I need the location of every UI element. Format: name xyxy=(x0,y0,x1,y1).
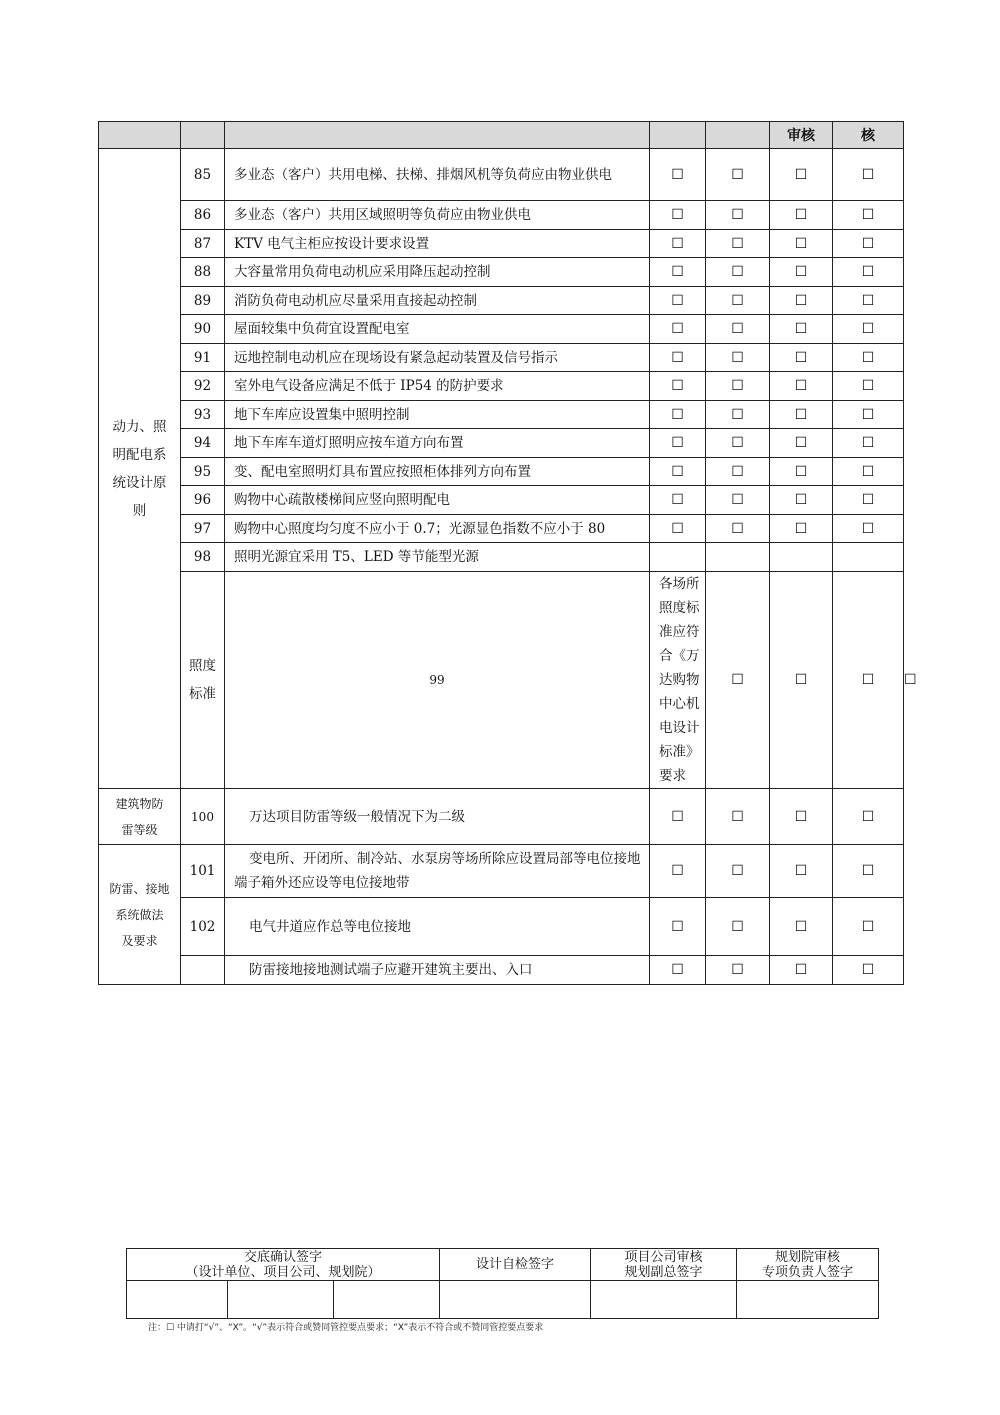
checkbox[interactable]: ☐ xyxy=(706,956,770,985)
signature-field[interactable] xyxy=(334,1281,440,1319)
row-text: KTV 电气主柜应按设计要求设置 xyxy=(225,230,650,258)
row-text: 变、配电室照明灯具布置应按照柜体排列方向布置 xyxy=(225,458,650,486)
checkbox[interactable]: ☐ xyxy=(770,201,833,230)
header-row xyxy=(99,122,904,149)
row-text: 电气井道应作总等电位接地 xyxy=(225,898,650,956)
empty-cell xyxy=(833,543,904,572)
checkbox[interactable]: ☐ xyxy=(706,401,770,429)
table-row xyxy=(99,149,904,201)
checkbox[interactable]: ☐ xyxy=(650,372,706,401)
checkbox[interactable]: ☐ xyxy=(833,956,904,985)
row-number: 86 xyxy=(181,201,225,230)
row-number: 87 xyxy=(181,230,225,258)
table-row xyxy=(99,258,904,287)
row-text: 万达项目防雷等级一般情况下为二级 xyxy=(225,789,650,845)
checkbox[interactable]: ☐ xyxy=(833,486,904,515)
category-illuminance: 照度标准 xyxy=(181,572,225,789)
table-row xyxy=(99,230,904,258)
row-number: 96 xyxy=(181,486,225,515)
checkbox[interactable]: ☐ xyxy=(833,401,904,429)
checkbox[interactable]: ☐ xyxy=(770,149,833,201)
header-review2: 核 xyxy=(833,122,904,149)
row-text: 地下车库应设置集中照明控制 xyxy=(225,401,650,429)
row-text: 防雷接地接地测试端子应避开建筑主要出、入口 xyxy=(225,956,650,985)
table-row xyxy=(99,429,904,458)
empty-cell xyxy=(770,543,833,572)
checkbox[interactable]: ☐ xyxy=(770,429,833,458)
checkbox[interactable]: ☐ xyxy=(706,458,770,486)
checklist-table xyxy=(98,121,917,985)
checkbox[interactable]: ☐ xyxy=(650,956,706,985)
checkbox[interactable]: ☐ xyxy=(833,458,904,486)
table-row xyxy=(99,515,904,543)
row-text: 购物中心疏散楼梯间应竖向照明配电 xyxy=(225,486,650,515)
checkbox[interactable]: ☐ xyxy=(833,898,904,956)
table-row xyxy=(99,372,904,401)
row-number: 91 xyxy=(181,344,225,372)
header-cell xyxy=(99,122,181,149)
checkbox[interactable]: ☐ xyxy=(770,258,833,287)
checkbox[interactable]: ☐ xyxy=(706,287,770,315)
checkbox[interactable]: ☐ xyxy=(650,258,706,287)
checkbox[interactable]: ☐ xyxy=(650,149,706,201)
checkbox[interactable]: ☐ xyxy=(770,315,833,344)
checkbox[interactable]: ☐ xyxy=(706,572,770,789)
checkbox[interactable]: ☐ xyxy=(833,258,904,287)
checkbox[interactable]: ☐ xyxy=(650,515,706,543)
row-text: 多业态（客户）共用区域照明等负荷应由物业供电 xyxy=(225,201,650,230)
signature-field[interactable] xyxy=(127,1281,228,1319)
checkbox[interactable]: ☐ xyxy=(770,458,833,486)
signature-field[interactable] xyxy=(228,1281,334,1319)
table-row xyxy=(99,458,904,486)
checkbox[interactable]: ☐ xyxy=(650,401,706,429)
header-cell xyxy=(225,122,650,149)
checkbox[interactable]: ☐ xyxy=(650,429,706,458)
signoff-signature-row xyxy=(127,1281,879,1319)
header-review1: 审核 xyxy=(770,122,833,149)
row-text: 变电所、开闭所、制冷站、水泵房等场所除应设置局部等电位接地端子箱外还应设等电位接地带 xyxy=(225,845,650,898)
header-cell xyxy=(181,122,225,149)
checkbox[interactable]: ☐ xyxy=(650,486,706,515)
table-row xyxy=(99,956,904,985)
checkbox[interactable]: ☐ xyxy=(833,372,904,401)
signature-field[interactable] xyxy=(440,1281,591,1319)
checkbox[interactable]: ☐ xyxy=(706,230,770,258)
checkbox[interactable]: ☐ xyxy=(706,201,770,230)
checkbox[interactable]: ☐ xyxy=(833,515,904,543)
row-number: 94 xyxy=(181,429,225,458)
table-row xyxy=(99,789,904,845)
row-number: 101 xyxy=(181,845,225,898)
row-number: 102 xyxy=(181,898,225,956)
checkbox[interactable]: ☐ xyxy=(833,344,904,372)
row-text: 购物中心照度均匀度不应小于 0.7；光源显色指数不应小于 80 xyxy=(225,515,650,543)
signoff-confirm-header: 交底确认签字 （设计单位、项目公司、规划院） xyxy=(127,1249,440,1281)
checkbox[interactable]: ☐ xyxy=(706,372,770,401)
checkbox[interactable]: ☐ xyxy=(770,372,833,401)
footnote: 注：☐ 中请打“√”、“X”。“√”表示符合或赞同管控要点要求；“X”表示不符合或不赞同管控要点要求 xyxy=(148,1323,544,1333)
table-row xyxy=(99,898,904,956)
checkbox[interactable]: ☐ xyxy=(650,230,706,258)
row-number: 98 xyxy=(181,543,225,572)
checkbox[interactable]: ☐ xyxy=(650,845,706,898)
row-text: 远地控制电动机应在现场设有紧急起动装置及信号指示 xyxy=(225,344,650,372)
checkbox[interactable]: ☐ xyxy=(833,149,904,201)
signoff-project-review-header: 项目公司审核 规划副总签字 xyxy=(591,1249,737,1281)
checkbox[interactable]: ☐ xyxy=(706,258,770,287)
checkbox[interactable]: ☐ xyxy=(770,230,833,258)
row-number: 85 xyxy=(181,149,225,201)
checkbox[interactable]: ☐ xyxy=(706,789,770,845)
row-text: 消防负荷电动机应尽量采用直接起动控制 xyxy=(225,287,650,315)
checkbox[interactable]: ☐ xyxy=(706,845,770,898)
category-power-lighting: 动力、照 明配电系 统设计原 则 xyxy=(99,149,181,789)
checkbox[interactable]: ☐ xyxy=(650,315,706,344)
checkbox[interactable]: ☐ xyxy=(650,344,706,372)
checkbox[interactable]: ☐ xyxy=(650,898,706,956)
row-number: 93 xyxy=(181,401,225,429)
checkbox[interactable]: ☐ xyxy=(770,344,833,372)
checkbox[interactable]: ☐ xyxy=(650,789,706,845)
row-text: 大容量常用负荷电动机应采用降压起动控制 xyxy=(225,258,650,287)
checkbox[interactable]: ☐ xyxy=(770,401,833,429)
table-row xyxy=(99,486,904,515)
signature-field[interactable] xyxy=(737,1281,879,1319)
table-row xyxy=(99,543,904,572)
checkbox[interactable]: ☐ xyxy=(770,572,833,789)
row-number: 99 xyxy=(225,572,650,789)
signature-field[interactable] xyxy=(591,1281,737,1319)
table-row: 照度标准 99 各场所照度标准应符合《万达购物中心机电设计标准》要求 ☐ ☐ ☐ ☐ xyxy=(99,572,904,789)
table-row xyxy=(99,201,904,230)
signoff-table xyxy=(126,1248,879,1319)
checkbox[interactable]: ☐ xyxy=(650,287,706,315)
row-text: 多业态（客户）共用电梯、扶梯、排烟风机等负荷应由物业供电 xyxy=(225,149,650,201)
row-number: 90 xyxy=(181,315,225,344)
checkbox[interactable]: ☐ xyxy=(770,515,833,543)
row-text: 各场所照度标准应符合《万达购物中心机电设计标准》要求 xyxy=(650,572,706,789)
category-grounding: 防雷、接地 系统做法 及要求 xyxy=(99,845,181,985)
row-text: 地下车库车道灯照明应按车道方向布置 xyxy=(225,429,650,458)
checkbox[interactable]: ☐ xyxy=(833,429,904,458)
signoff-planning-review-header: 规划院审核 专项负责人签字 xyxy=(737,1249,879,1281)
checkbox[interactable]: ☐ xyxy=(833,287,904,315)
table-row xyxy=(99,401,904,429)
checkbox[interactable]: ☐ xyxy=(833,315,904,344)
row-number: 88 xyxy=(181,258,225,287)
table-row xyxy=(99,287,904,315)
row-number: 89 xyxy=(181,287,225,315)
checkbox[interactable]: ☐ xyxy=(833,789,904,845)
row-text: 照明光源宜采用 T5、LED 等节能型光源 xyxy=(225,543,650,572)
checkbox[interactable]: ☐ xyxy=(833,572,904,789)
table-row xyxy=(99,845,904,898)
checkbox[interactable]: ☐ xyxy=(706,898,770,956)
checkbox[interactable]: ☐ xyxy=(770,898,833,956)
row-number: 100 xyxy=(181,789,225,845)
checkbox[interactable]: ☐ xyxy=(706,344,770,372)
checkbox[interactable]: ☐ xyxy=(833,845,904,898)
checkbox[interactable]: ☐ xyxy=(770,845,833,898)
signoff-self-check-header: 设计自检签字 xyxy=(440,1249,591,1281)
row-text: 室外电气设备应满足不低于 IP54 的防护要求 xyxy=(225,372,650,401)
checkbox[interactable]: ☐ xyxy=(833,201,904,230)
checkbox[interactable]: ☐ xyxy=(706,315,770,344)
checkbox[interactable]: ☐ xyxy=(770,956,833,985)
row-number: 97 xyxy=(181,515,225,543)
row-number: 92 xyxy=(181,372,225,401)
table-row xyxy=(99,315,904,344)
row-number: 95 xyxy=(181,458,225,486)
checkbox[interactable]: ☐ xyxy=(650,458,706,486)
header-cell xyxy=(650,122,706,149)
checkbox[interactable]: ☐ xyxy=(650,201,706,230)
table-row xyxy=(99,344,904,372)
checkbox[interactable]: ☐ xyxy=(706,429,770,458)
row-number xyxy=(181,956,225,985)
empty-cell xyxy=(706,543,770,572)
checkbox[interactable]: ☐ xyxy=(770,486,833,515)
checkbox[interactable]: ☐ xyxy=(833,230,904,258)
checkbox[interactable]: ☐ xyxy=(706,515,770,543)
empty-cell xyxy=(650,543,706,572)
category-lightning-grade: 建筑物防 雷等级 xyxy=(99,789,181,845)
checkbox[interactable]: ☐ xyxy=(770,789,833,845)
row-text: 屋面较集中负荷宜设置配电室 xyxy=(225,315,650,344)
signoff-header-row xyxy=(127,1249,879,1281)
header-cell xyxy=(706,122,770,149)
checkbox[interactable]: ☐ xyxy=(706,486,770,515)
checkbox[interactable]: ☐ xyxy=(706,149,770,201)
checkbox[interactable]: ☐ xyxy=(770,287,833,315)
